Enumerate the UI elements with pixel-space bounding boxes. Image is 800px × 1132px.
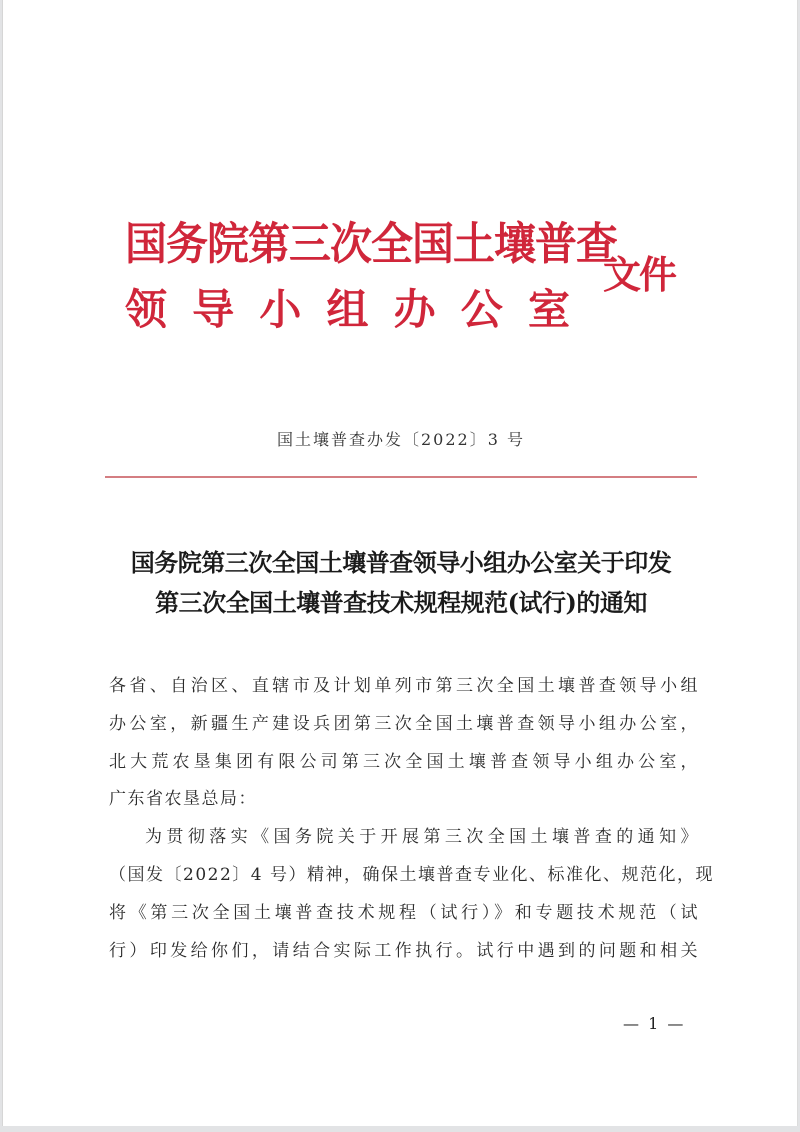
issuer-header-suffix: 文件: [603, 252, 676, 297]
document-body: [109, 668, 714, 970]
issuer-header-char: 办: [393, 285, 436, 334]
body-line: 办公室，新疆生产建设兵团第三次全国土壤普查领导小组办公室，: [109, 713, 699, 734]
document-number: 国土壤普查办发〔2022〕3 号: [277, 430, 525, 449]
body-line: （国发〔2022〕4 号）精神，确保土壤普查专业化、标准化、规范化，现: [109, 864, 714, 885]
issuer-header-char: 领: [125, 285, 168, 334]
issuer-header-char: 公: [460, 285, 503, 334]
issuer-header-char: 室: [527, 285, 570, 334]
issuer-header-char: 导: [192, 285, 235, 334]
document-title-line2: 第三次全国土壤普查技术规程规范(试行)的通知: [155, 588, 647, 617]
document-page: [2, 0, 798, 1126]
body-line: 广东省农垦总局：: [109, 789, 257, 810]
body-line: 为贯彻落实《国务院关于开展第三次全国土壤普查的通知》: [145, 827, 699, 848]
body-line: 将《第三次全国土壤普查技术规程（试行）》和专题技术规范（试: [109, 902, 699, 923]
red-divider-rule: [105, 476, 697, 478]
issuer-header-char: 组: [326, 285, 369, 334]
issuer-header-char: 小: [259, 285, 302, 334]
page-number: — 1 —: [623, 1014, 686, 1033]
body-line: 各省、自治区、直辖市及计划单列市第三次全国土壤普查领导小组: [109, 676, 699, 696]
body-line: 行）印发给你们，请结合实际工作执行。试行中遇到的问题和相关: [109, 940, 699, 961]
body-line: 北大荒农垦集团有限公司第三次全国土壤普查领导小组办公室，: [109, 751, 699, 772]
issuer-header-line1: 国务院第三次全国土壤普查: [125, 218, 618, 270]
issuer-header-line2: [125, 285, 570, 335]
document-title-line1: 国务院第三次全国土壤普查领导小组办公室关于印发: [130, 548, 672, 577]
